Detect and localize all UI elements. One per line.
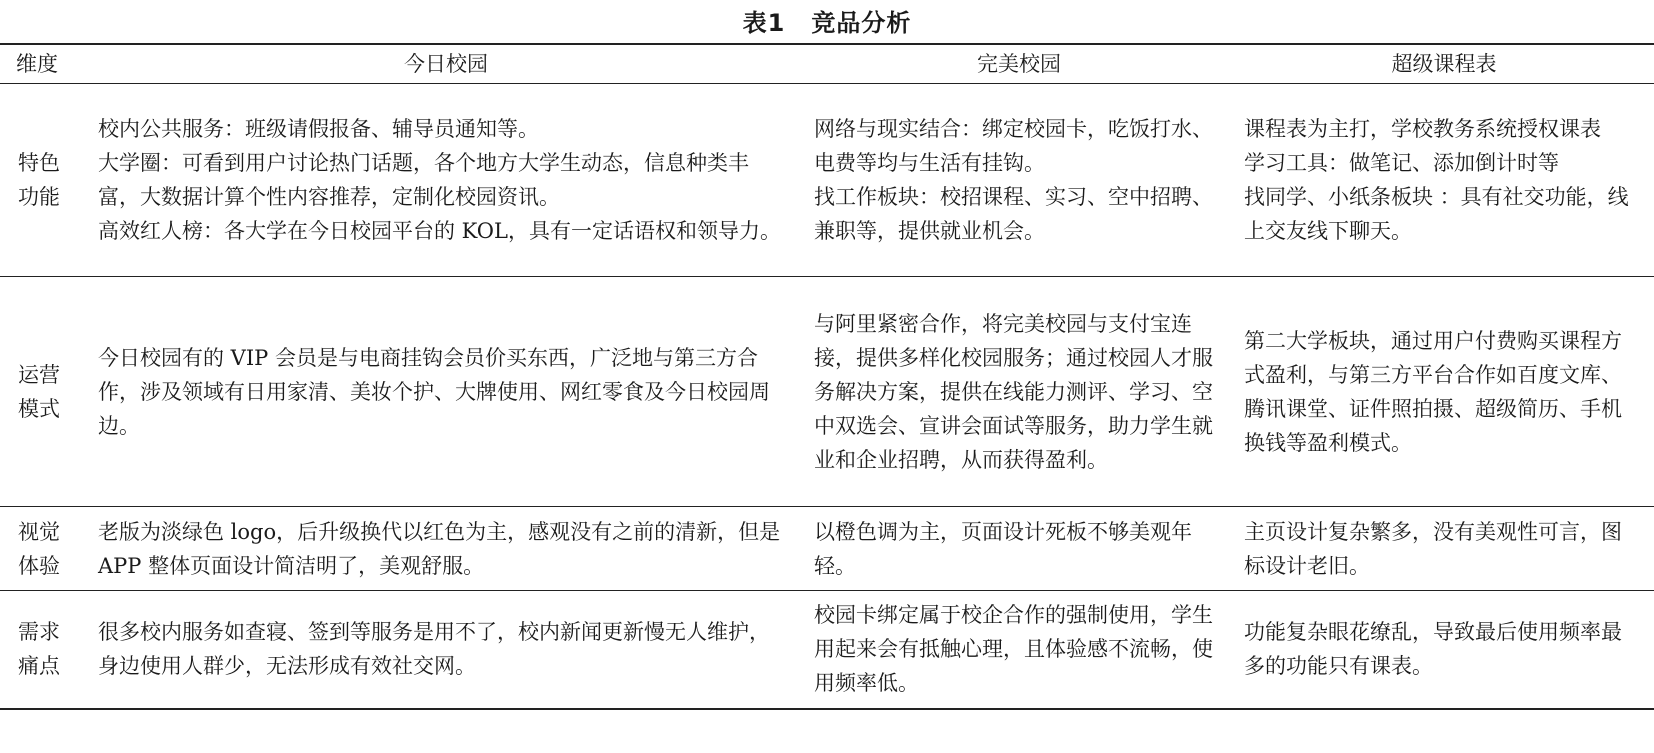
cell-paragraph: 找工作板块：校招课程、实习、空中招聘、兼职等，提供就业机会。 <box>814 185 1213 243</box>
wanmei-cell <box>804 507 1234 591</box>
header-row <box>0 44 1654 84</box>
jinri-cell <box>88 507 804 591</box>
cell-paragraph: 找同学、小纸条板块 ：具有社交功能，线上交友线下聊天。 <box>1244 185 1629 243</box>
cell-paragraph: 高效红人榜：各大学在今日校园平台的 KOL，具有一定话语权和领导力。 <box>98 219 781 243</box>
jinri-cell <box>88 84 804 277</box>
cell-paragraph: 主页设计复杂繁多，没有美观性可言，图标设计老旧。 <box>1244 519 1622 578</box>
jinri-cell <box>88 277 804 507</box>
chaoji-cell <box>1234 591 1654 709</box>
dimension-label-line: 痛点 <box>18 654 60 679</box>
cell-paragraph: 功能复杂眼花缭乱，导致最后使用频率最多的功能只有课表。 <box>1244 620 1622 679</box>
dimension-label-line: 视觉 <box>18 519 60 544</box>
wanmei-cell <box>804 277 1234 507</box>
dimension-label-line: 功能 <box>18 185 60 209</box>
table-caption <box>0 0 1654 40</box>
header-jinri-xiaoyuan: 今日校园 <box>404 52 488 76</box>
dimension-cell <box>0 591 88 709</box>
header-dimension: 维度 <box>16 52 58 76</box>
table-row <box>0 507 1654 591</box>
dimension-label-line: 模式 <box>18 396 60 421</box>
dimension-cell <box>0 507 88 591</box>
cell-paragraph: 网络与现实结合：绑定校园卡，吃饭打水、电费等均与生活有挂钩。 <box>814 117 1213 175</box>
dimension-cell <box>0 277 88 507</box>
chaoji-cell <box>1234 84 1654 277</box>
cell-paragraph: 校内公共服务：班级请假报备、辅导员通知等。 <box>98 117 539 141</box>
wanmei-cell <box>804 591 1234 709</box>
dimension-cell <box>0 84 88 277</box>
cell-paragraph: 第二大学板块，通过用户付费购买课程方式盈利，与第三方平台合作如百度文库、腾讯课堂、证件照拍摄、超级简历、手机换钱等盈利模式。 <box>1244 328 1622 455</box>
chaoji-cell <box>1234 507 1654 591</box>
table-row <box>0 277 1654 507</box>
table-row <box>0 84 1654 277</box>
cell-paragraph: 与阿里紧密合作，将完美校园与支付宝连接，提供多样化校园服务；通过校园人才服务解决方案，提供在线能力测评、学习、空中双选会、宣讲会面试等服务，助力学生就业和企业招聘，从而获得盈利。 <box>814 311 1213 472</box>
wanmei-cell <box>804 84 1234 277</box>
cell-paragraph: 课程表为主打，学校教务系统授权课表 <box>1244 117 1601 141</box>
cell-paragraph: 今日校园有的 VIP 会员是与电商挂钩会员价买东西，广泛地与第三方合作，涉及领域有日用家清、美妆个护、大牌使用、网红零食及今日校园周边。 <box>98 345 770 438</box>
jinri-cell <box>88 591 804 709</box>
table-number: 表1 <box>742 8 786 37</box>
dimension-label-line: 特色 <box>18 151 60 175</box>
cell-paragraph: 学习工具：做笔记、添加倒计时等 <box>1244 151 1559 175</box>
dimension-label-line: 需求 <box>18 620 60 645</box>
chaoji-cell <box>1234 277 1654 507</box>
cell-paragraph: 大学圈：可看到用户讨论热门话题，各个地方大学生动态，信息种类丰富，大数据计算个性内容推荐，定制化校园资讯。 <box>98 151 749 209</box>
cell-paragraph: 以橙色调为主，页面设计死板不够美观年轻。 <box>814 519 1192 578</box>
cell-paragraph: 老版为淡绿色 logo，后升级换代以红色为主，感观没有之前的清新，但是 APP 整体页面设计简洁明了，美观舒服。 <box>98 519 781 578</box>
cell-paragraph: 校园卡绑定属于校企合作的强制使用，学生用起来会有抵触心理，且体验感不流畅，使用频率低。 <box>814 603 1213 696</box>
table-row <box>0 591 1654 709</box>
table-title: 竞品分析 <box>811 8 912 37</box>
dimension-label-line: 体验 <box>18 553 60 578</box>
header-wanmei-xiaoyuan: 完美校园 <box>977 52 1061 76</box>
header-chaoji-kechengbiao: 超级课程表 <box>1391 52 1497 76</box>
dimension-label-line: 运营 <box>18 362 60 387</box>
cell-paragraph: 很多校内服务如查寝、签到等服务是用不了，校内新闻更新慢无人维护，身边使用人群少，无法形成有效社交网。 <box>98 620 770 679</box>
competitor-analysis-table <box>0 43 1654 710</box>
